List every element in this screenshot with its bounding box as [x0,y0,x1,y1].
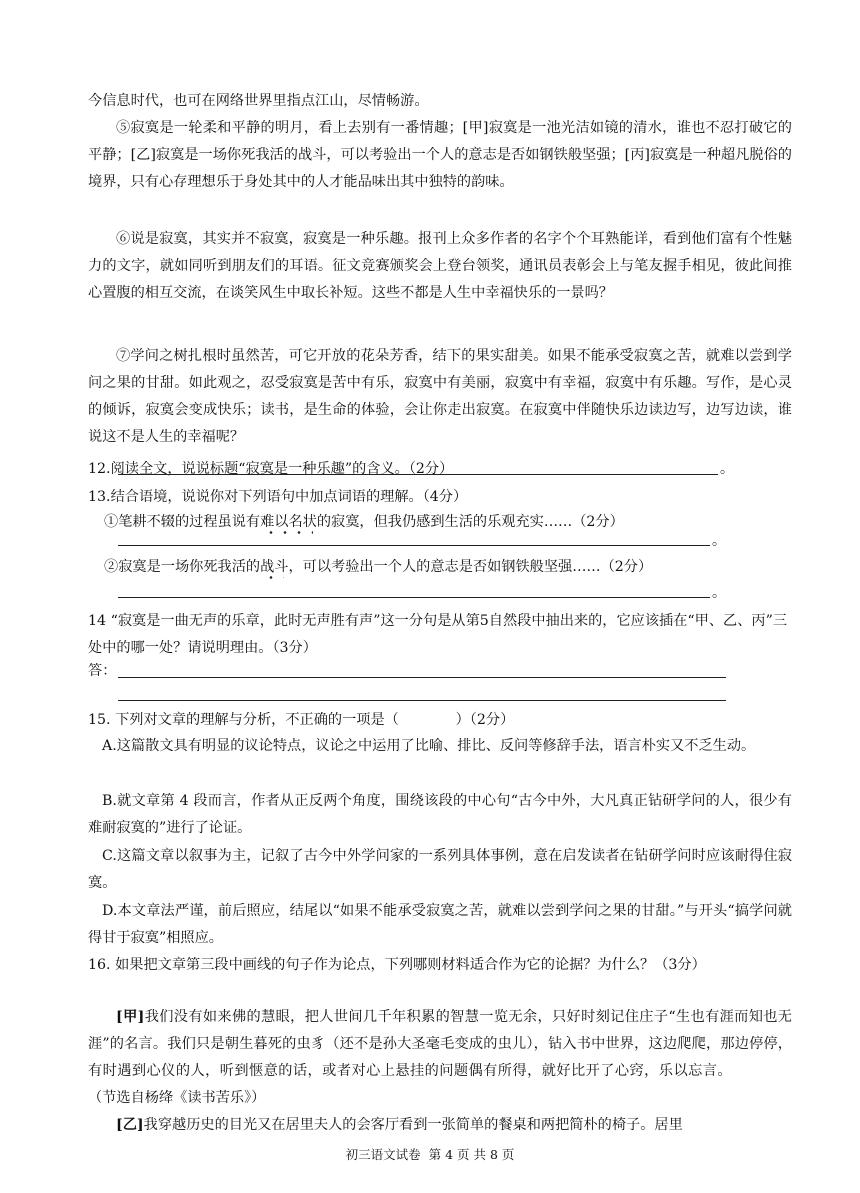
paragraph-6: ⑥说是寂寞，其实并不寂寞，寂寞是一种乐趣。报刊上众多作者的名字个个耳熟能详，看到他们富有个性魅力的文字，就如同听到朋友们的耳语。征文竞赛颁奖会上登台领奖，通讯员表彰会上与笔友握手相见，彼此间推心置腹的相互交流，在谈笑风生中取长补短。这些不都是人生中幸福快乐的一景吗？ [88,231,792,301]
option-15-a: A.这篇散文具有明显的议论特点，议论之中运用了比喻、排比、反问等修辞手法，语言朴实又不乏生动。 [102,738,756,754]
option-15-d: D.本文章法严谨，前后照应，结尾以“如果不能承受寂寞之苦，就难以尝到学问之果的甘甜。”与开头“搞学问就得甘于寂寞”相照应。 [88,903,792,946]
q13-2-post: ，可以考验出一个人的意志是否如钢铁般坚强……（2分） [288,559,653,575]
paragraph-7: ⑦学问之树扎根时虽然苦，可它开放的花朵芳香，结下的果实甜美。如果不能承受寂寞之苦，就难以尝到学问之果的甘甜。如此观之，忍受寂寞是苦中有乐，寂寞中有美丽，寂寞中有幸福，寂寞中有乐趣。写作，是心灵的倾诉，寂寞会变成快乐；读书，是生命的体验，会让你走出寂寞。在寂寞中伴随快乐边读边写，边写边读，谁说这不是人生的幸福呢？ [88,348,792,445]
answer-label-14: 答： [88,663,117,679]
question-13-1 [104,509,794,536]
material-jia [88,1004,792,1112]
question-16: 16. 如果把文章第三段中画线的句子作为论点，下列哪则材料适合作为它的论据？为什么？（3分） [88,957,706,973]
q13-2-dotted-phrase: 战斗 [260,559,289,575]
material-jia-text: 我们没有如来佛的慧眼，把人世间几千年积累的智慧一览无余，只好时刻记住庄子“生也有涯而知也无涯”的名言。我们只是朝生暮死的虫豸（还不是孙大圣毫毛变成的虫儿），钻入书中世界，这边爬爬，那边停停，有时遇到心仪的人，听到惬意的话，或者对心上悬挂的问题偶有所得，就好比开了心窍，乐以忘言。 [88,1009,792,1079]
option-15-b: B.就文章第 4 段而言，作者从正反两个角度，围绕该段的中心句“古今中外，大凡真正钻研学问的人，很少有难耐寂寞的”进行了论证。 [88,793,792,836]
answer-line-12[interactable] [118,474,718,475]
footer-page-number: 第 4 页 共 8 页 [428,1147,515,1162]
answer-line-13-2[interactable] [118,597,710,598]
question-13-2 [104,554,794,581]
answer-line-end-mark: 。 [712,533,726,549]
paragraph-5: ⑤寂寞是一轮柔和平静的明月，看上去别有一番情趣；[甲]寂寞是一池光洁如镜的清水，谁也不忍打破它的平静；[乙]寂寞是一场你死我活的战斗，可以考验出一个人的意志是否如钢铁般坚强；[丙]寂寞是一种超凡脱俗的境界，只有心存理想乐于身处其中的人才能品味出其中独特的韵味。 [88,120,792,190]
material-jia-source: （节选自杨绛《读书苦乐》） [88,1090,266,1106]
answer-line-end-mark: 。 [720,461,734,477]
answer-line-14-b[interactable] [118,700,726,701]
answer-line-end-mark: 。 [712,585,726,601]
material-yi-label: [乙] [116,1117,144,1133]
q13-1-pre: ①笔耕不辍的过程虽说有 [104,514,261,530]
footer-title: 初三语文试卷 [345,1147,421,1162]
material-yi [88,1112,792,1139]
answer-line-14-a[interactable] [118,677,726,678]
option-15-c: C.这篇文章以叙事为主，记叙了古今中外学问家的一系列具体事例，意在启发读者在钻研学问时应该耐得住寂寞。 [88,848,792,891]
q13-2-pre: ②寂寞是一场你死我活的 [104,559,261,575]
page-footer [0,1145,860,1163]
q13-1-post: 的寂寞，但我仍感到生活的乐观充实……（2分） [316,514,624,530]
question-15: 15. 下列对文章的理解与分析，不正确的一项是（ ）（2分） [88,712,515,728]
paragraph-continuation: 今信息时代，也可在网络世界里指点江山，尽情畅游。 [88,93,429,109]
material-jia-label: [甲] [116,1009,145,1025]
question-13: 13.结合语境，说说你对下列语句中加点词语的理解。（4分） [88,489,468,505]
q13-1-dotted-phrase: 难以名状 [260,514,317,530]
answer-line-13-1[interactable] [118,545,710,546]
material-yi-text: 我穿越历史的目光又在居里夫人的会客厅看到一张简单的餐桌和两把简朴的椅子。居里 [143,1117,683,1133]
question-12: 12.阅读全文，说说标题“寂寞是一种乐趣”的含义。（2分） [88,461,454,477]
question-14: 14 “寂寞是一曲无声的乐章，此时无声胜有声”这一分句是从第5自然段中抽出来的，它应该插在“甲、乙、丙”三处中的哪一处？请说明理由。（3分） [88,613,788,656]
